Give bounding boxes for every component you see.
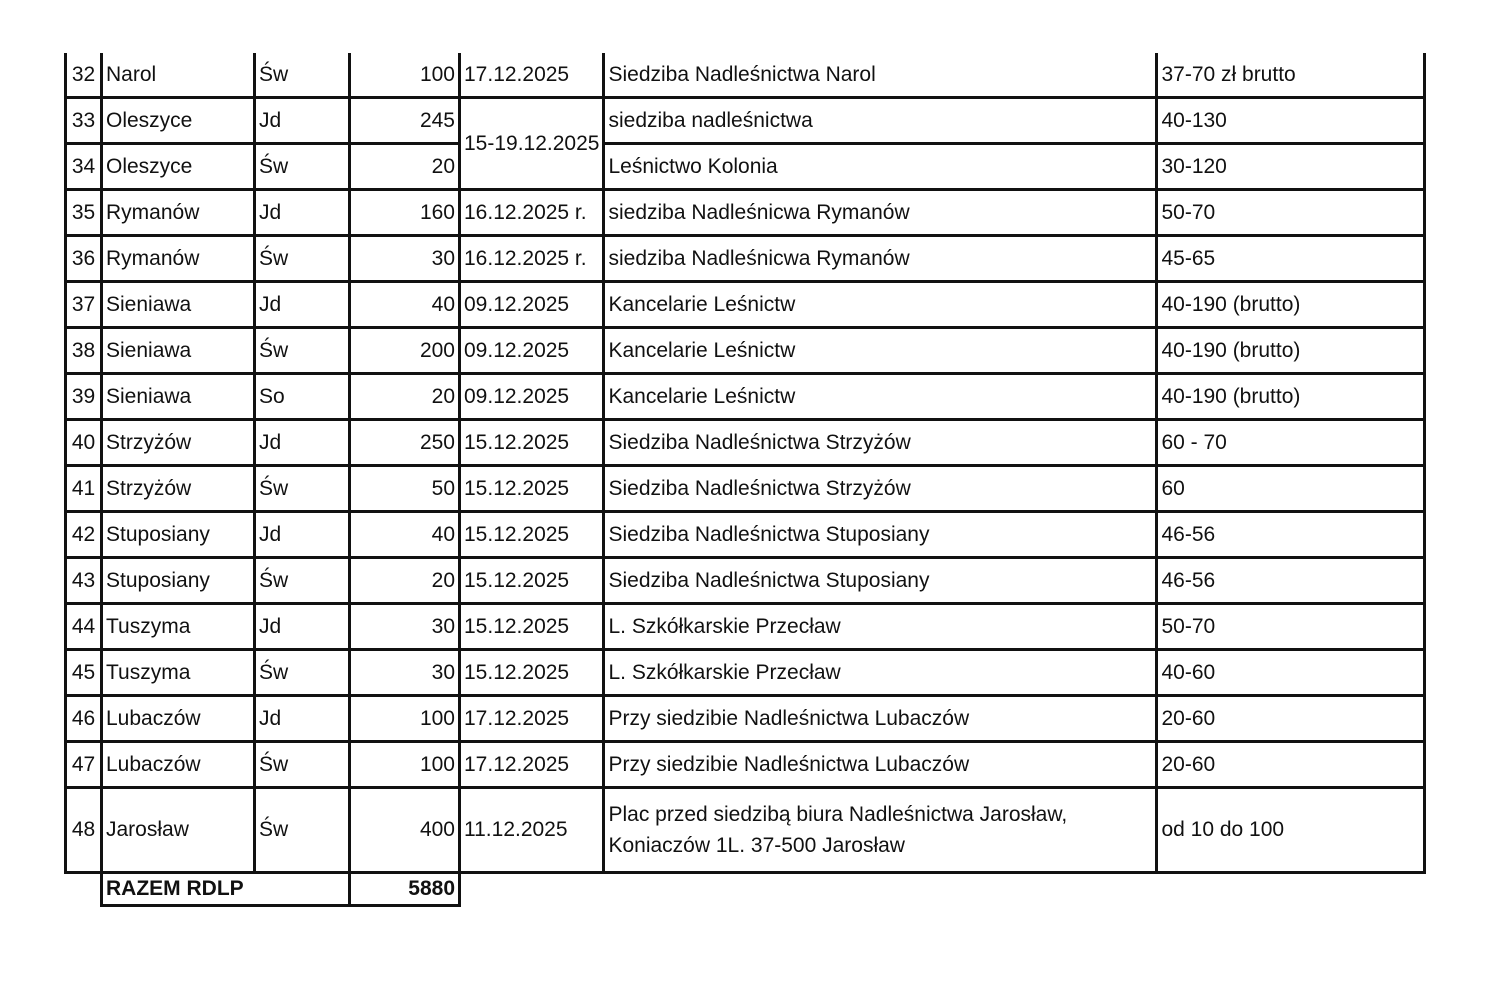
quantity: 20 bbox=[350, 374, 460, 420]
table-row bbox=[66, 742, 1425, 788]
row-number: 35 bbox=[66, 190, 102, 236]
quantity: 250 bbox=[350, 420, 460, 466]
forest-district-name: Rymanów bbox=[102, 190, 255, 236]
quantity: 30 bbox=[350, 236, 460, 282]
sale-location: Siedziba Nadleśnictwa Stuposiany bbox=[604, 558, 1157, 604]
sale-location: Siedziba Nadleśnictwa Strzyżów bbox=[604, 466, 1157, 512]
sale-date: 16.12.2025 r. bbox=[460, 190, 604, 236]
quantity: 30 bbox=[350, 650, 460, 696]
forest-district-name: Sieniawa bbox=[102, 282, 255, 328]
forest-district-name: Oleszyce bbox=[102, 144, 255, 190]
row-number: 38 bbox=[66, 328, 102, 374]
total-empty bbox=[460, 873, 1425, 906]
table-row bbox=[66, 420, 1425, 466]
quantity: 20 bbox=[350, 144, 460, 190]
forest-district-name: Jarosław bbox=[102, 788, 255, 873]
total-label: RAZEM RDLP bbox=[102, 873, 350, 906]
total-row bbox=[66, 873, 1425, 906]
price-range: 40-130 bbox=[1157, 98, 1425, 144]
price-range: 60 bbox=[1157, 466, 1425, 512]
sale-location: Kancelarie Leśnictw bbox=[604, 374, 1157, 420]
table-row bbox=[66, 190, 1425, 236]
table-row bbox=[66, 558, 1425, 604]
sale-date: 09.12.2025 bbox=[460, 328, 604, 374]
tree-type-code: Jd bbox=[255, 98, 350, 144]
row-number: 40 bbox=[66, 420, 102, 466]
sale-date: 11.12.2025 bbox=[460, 788, 604, 873]
sale-date: 09.12.2025 bbox=[460, 374, 604, 420]
table-row bbox=[66, 282, 1425, 328]
table-row bbox=[66, 696, 1425, 742]
sale-date: 15.12.2025 bbox=[460, 512, 604, 558]
tree-type-code: Św bbox=[255, 236, 350, 282]
tree-type-code: Jd bbox=[255, 190, 350, 236]
tree-type-code: Św bbox=[255, 466, 350, 512]
price-range: 45-65 bbox=[1157, 236, 1425, 282]
sale-date: 16.12.2025 r. bbox=[460, 236, 604, 282]
forest-district-name: Oleszyce bbox=[102, 98, 255, 144]
price-range: 40-190 (brutto) bbox=[1157, 282, 1425, 328]
forest-district-name: Tuszyma bbox=[102, 604, 255, 650]
row-number: 46 bbox=[66, 696, 102, 742]
tree-type-code: Jd bbox=[255, 604, 350, 650]
row-number: 44 bbox=[66, 604, 102, 650]
sale-location: siedziba Nadleśnicwa Rymanów bbox=[604, 236, 1157, 282]
price-range: 46-56 bbox=[1157, 558, 1425, 604]
table-row bbox=[66, 512, 1425, 558]
sale-date: 15.12.2025 bbox=[460, 650, 604, 696]
forest-district-name: Rymanów bbox=[102, 236, 255, 282]
sale-location: Leśnictwo Kolonia bbox=[604, 144, 1157, 190]
tree-type-code: Św bbox=[255, 788, 350, 873]
price-range: 50-70 bbox=[1157, 604, 1425, 650]
sale-location: Siedziba Nadleśnictwa Narol bbox=[604, 53, 1157, 98]
quantity: 100 bbox=[350, 53, 460, 98]
tree-type-code: So bbox=[255, 374, 350, 420]
forest-district-name: Stuposiany bbox=[102, 558, 255, 604]
row-number: 33 bbox=[66, 98, 102, 144]
sale-date: 15.12.2025 bbox=[460, 558, 604, 604]
tree-type-code: Św bbox=[255, 742, 350, 788]
tree-type-code: Jd bbox=[255, 696, 350, 742]
quantity: 40 bbox=[350, 282, 460, 328]
price-range: 30-120 bbox=[1157, 144, 1425, 190]
quantity: 30 bbox=[350, 604, 460, 650]
forest-district-name: Strzyżów bbox=[102, 466, 255, 512]
tree-type-code: Św bbox=[255, 650, 350, 696]
sale-location: Przy siedzibie Nadleśnictwa Lubaczów bbox=[604, 742, 1157, 788]
sale-date: 15.12.2025 bbox=[460, 466, 604, 512]
quantity: 20 bbox=[350, 558, 460, 604]
quantity: 245 bbox=[350, 98, 460, 144]
sale-location: L. Szkółkarskie Przecław bbox=[604, 650, 1157, 696]
table-row bbox=[66, 466, 1425, 512]
table-row bbox=[66, 328, 1425, 374]
price-range: 37-70 zł brutto bbox=[1157, 53, 1425, 98]
forest-district-name: Sieniawa bbox=[102, 374, 255, 420]
table-row bbox=[66, 144, 1425, 190]
forest-district-name: Stuposiany bbox=[102, 512, 255, 558]
tree-type-code: Św bbox=[255, 328, 350, 374]
sale-date: 09.12.2025 bbox=[460, 282, 604, 328]
price-range: 60 - 70 bbox=[1157, 420, 1425, 466]
sale-date: 17.12.2025 bbox=[460, 53, 604, 98]
forest-district-name: Sieniawa bbox=[102, 328, 255, 374]
table-body bbox=[66, 53, 1425, 906]
row-number: 39 bbox=[66, 374, 102, 420]
forest-sales-table bbox=[64, 53, 1426, 907]
sale-date: 15.12.2025 bbox=[460, 420, 604, 466]
sale-location: siedziba nadleśnictwa bbox=[604, 98, 1157, 144]
price-range: 50-70 bbox=[1157, 190, 1425, 236]
sale-location: Przy siedzibie Nadleśnictwa Lubaczów bbox=[604, 696, 1157, 742]
sale-date: 15.12.2025 bbox=[460, 604, 604, 650]
row-number: 36 bbox=[66, 236, 102, 282]
sale-location: Siedziba Nadleśnictwa Strzyżów bbox=[604, 420, 1157, 466]
price-range: 40-190 (brutto) bbox=[1157, 328, 1425, 374]
forest-district-name: Tuszyma bbox=[102, 650, 255, 696]
total-spacer bbox=[66, 873, 102, 906]
table-row bbox=[66, 788, 1425, 873]
row-number: 42 bbox=[66, 512, 102, 558]
tree-type-code: Św bbox=[255, 144, 350, 190]
forest-district-name: Lubaczów bbox=[102, 742, 255, 788]
sale-date: 17.12.2025 bbox=[460, 696, 604, 742]
quantity: 400 bbox=[350, 788, 460, 873]
quantity: 200 bbox=[350, 328, 460, 374]
table-row bbox=[66, 374, 1425, 420]
table-row bbox=[66, 650, 1425, 696]
tree-type-code: Św bbox=[255, 53, 350, 98]
row-number: 34 bbox=[66, 144, 102, 190]
tree-type-code: Jd bbox=[255, 420, 350, 466]
tree-type-code: Św bbox=[255, 558, 350, 604]
forest-district-name: Lubaczów bbox=[102, 696, 255, 742]
sale-location: siedziba Nadleśnicwa Rymanów bbox=[604, 190, 1157, 236]
total-value: 5880 bbox=[350, 873, 460, 906]
table-row bbox=[66, 98, 1425, 144]
row-number: 41 bbox=[66, 466, 102, 512]
sale-location: Siedziba Nadleśnictwa Stuposiany bbox=[604, 512, 1157, 558]
row-number: 48 bbox=[66, 788, 102, 873]
price-range: 46-56 bbox=[1157, 512, 1425, 558]
quantity: 100 bbox=[350, 696, 460, 742]
table-row bbox=[66, 604, 1425, 650]
sale-date: 15-19.12.2025 bbox=[460, 98, 604, 190]
price-range: od 10 do 100 bbox=[1157, 788, 1425, 873]
row-number: 37 bbox=[66, 282, 102, 328]
quantity: 50 bbox=[350, 466, 460, 512]
price-range: 20-60 bbox=[1157, 742, 1425, 788]
quantity: 100 bbox=[350, 742, 460, 788]
tree-type-code: Jd bbox=[255, 282, 350, 328]
price-range: 40-190 (brutto) bbox=[1157, 374, 1425, 420]
table-row bbox=[66, 236, 1425, 282]
sale-date: 17.12.2025 bbox=[460, 742, 604, 788]
sale-location: Plac przed siedzibą biura Nadleśnictwa Jarosław, Koniaczów 1L. 37-500 Jarosław bbox=[604, 788, 1157, 873]
quantity: 40 bbox=[350, 512, 460, 558]
tree-type-code: Jd bbox=[255, 512, 350, 558]
sale-location: L. Szkółkarskie Przecław bbox=[604, 604, 1157, 650]
price-range: 20-60 bbox=[1157, 696, 1425, 742]
row-number: 47 bbox=[66, 742, 102, 788]
row-number: 43 bbox=[66, 558, 102, 604]
sale-location: Kancelarie Leśnictw bbox=[604, 282, 1157, 328]
sale-location: Kancelarie Leśnictw bbox=[604, 328, 1157, 374]
quantity: 160 bbox=[350, 190, 460, 236]
row-number: 32 bbox=[66, 53, 102, 98]
price-range: 40-60 bbox=[1157, 650, 1425, 696]
forest-district-name: Narol bbox=[102, 53, 255, 98]
row-number: 45 bbox=[66, 650, 102, 696]
forest-district-name: Strzyżów bbox=[102, 420, 255, 466]
table-row bbox=[66, 53, 1425, 98]
